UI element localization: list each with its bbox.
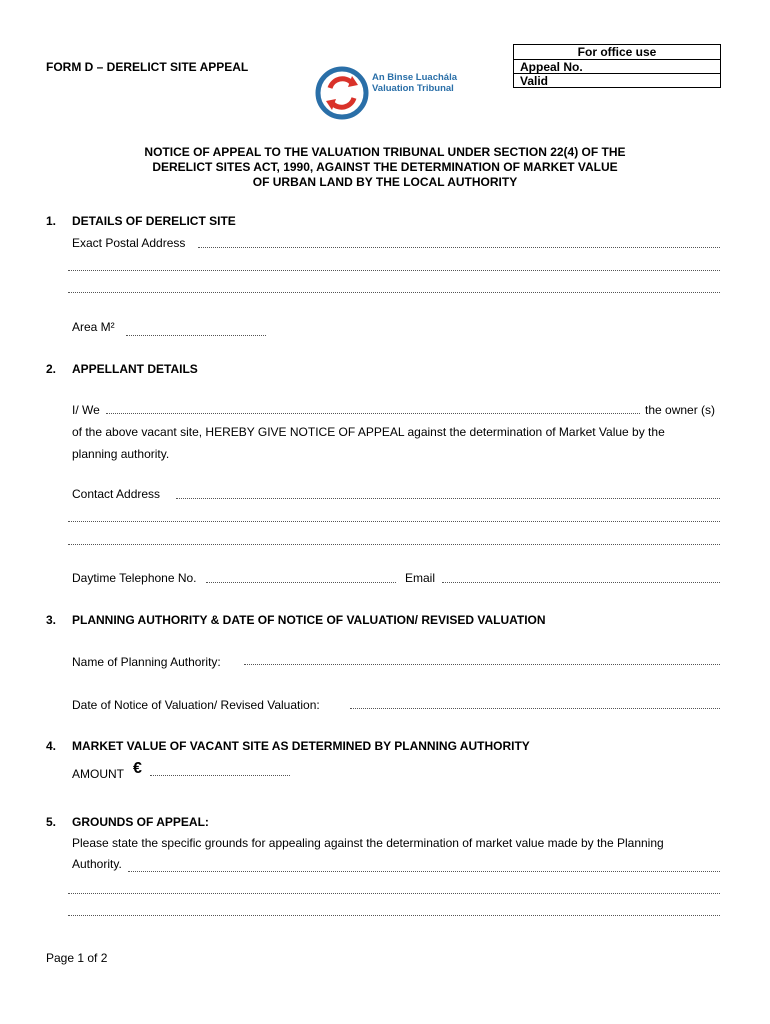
area-label: Area M² (72, 320, 115, 334)
postal-address-line1[interactable] (198, 247, 720, 248)
postal-address-line3[interactable] (68, 292, 720, 293)
valid-field[interactable]: Valid (514, 73, 720, 88)
email-input[interactable] (442, 582, 720, 583)
section5-number: 5. (46, 815, 57, 829)
contact-address-label: Contact Address (72, 487, 161, 501)
notice-date-label: Date of Notice of Valuation/ Revised Valuation: (72, 698, 320, 712)
euro-icon: € (133, 760, 142, 777)
area-input[interactable] (126, 335, 266, 336)
section4-number: 4. (46, 739, 57, 753)
contact-address-line3[interactable] (68, 544, 720, 545)
we-label: I/ We (72, 403, 100, 417)
office-use-heading: For office use (577, 45, 657, 59)
grounds-instruction-line2: Authority. (72, 857, 122, 871)
owner-suffix: the owner (s) (645, 403, 716, 417)
postal-address-line2[interactable] (68, 270, 720, 271)
section2-number: 2. (46, 362, 57, 376)
grounds-line2[interactable] (68, 893, 720, 894)
phone-input[interactable] (206, 582, 396, 583)
appeal-no-field[interactable]: Appeal No. (514, 59, 720, 74)
email-label: Email (405, 571, 436, 585)
amount-input[interactable] (150, 775, 290, 776)
notice-line1: NOTICE OF APPEAL TO THE VALUATION TRIBUNAL UNDER SECTION 22(4) OF THE (144, 145, 626, 159)
notice-date-input[interactable] (350, 708, 720, 709)
planning-authority-label: Name of Planning Authority: (72, 655, 221, 669)
section3-number: 3. (46, 613, 57, 627)
grounds-instruction-line1: Please state the specific grounds for appealing against the determination of market value made by the Planning (72, 836, 664, 850)
section1-heading: DETAILS OF DERELICT SITE (72, 214, 236, 228)
section4-heading: MARKET VALUE OF VACANT SITE AS DETERMINED BY PLANNING AUTHORITY (72, 739, 530, 753)
section5-heading: GROUNDS OF APPEAL: (72, 815, 209, 829)
section2-heading: APPELLANT DETAILS (72, 362, 198, 376)
notice-text-line1: of the above vacant site, HEREBY GIVE NOTICE OF APPEAL against the determination of Market Value by the (72, 425, 665, 439)
section1-number: 1. (46, 214, 57, 228)
logo (314, 66, 464, 120)
planning-authority-input[interactable] (244, 664, 720, 665)
form-title: FORM D – DERELICT SITE APPEAL (46, 60, 249, 74)
grounds-line3[interactable] (68, 915, 720, 916)
notice-text-line2: planning authority. (72, 447, 170, 461)
circular-arrows-icon (314, 66, 370, 120)
contact-address-line1[interactable] (176, 498, 720, 499)
section3-heading: PLANNING AUTHORITY & DATE OF NOTICE OF VALUATION/ REVISED VALUATION (72, 613, 546, 627)
logo-line2: Valuation Tribunal (372, 83, 454, 94)
amount-label: AMOUNT (72, 767, 124, 781)
logo-line1: An Binse Luachála (372, 72, 457, 83)
phone-label: Daytime Telephone No. (72, 571, 197, 585)
grounds-line1[interactable] (128, 871, 720, 872)
appellant-name-input[interactable] (106, 413, 640, 414)
office-use-box (513, 44, 721, 88)
contact-address-line2[interactable] (68, 521, 720, 522)
notice-line3: OF URBAN LAND BY THE LOCAL AUTHORITY (252, 175, 518, 189)
notice-line2: DERELICT SITES ACT, 1990, AGAINST THE DETERMINATION OF MARKET VALUE (152, 160, 618, 174)
page-number: Page 1 of 2 (46, 951, 108, 965)
postal-address-label: Exact Postal Address (72, 236, 186, 250)
